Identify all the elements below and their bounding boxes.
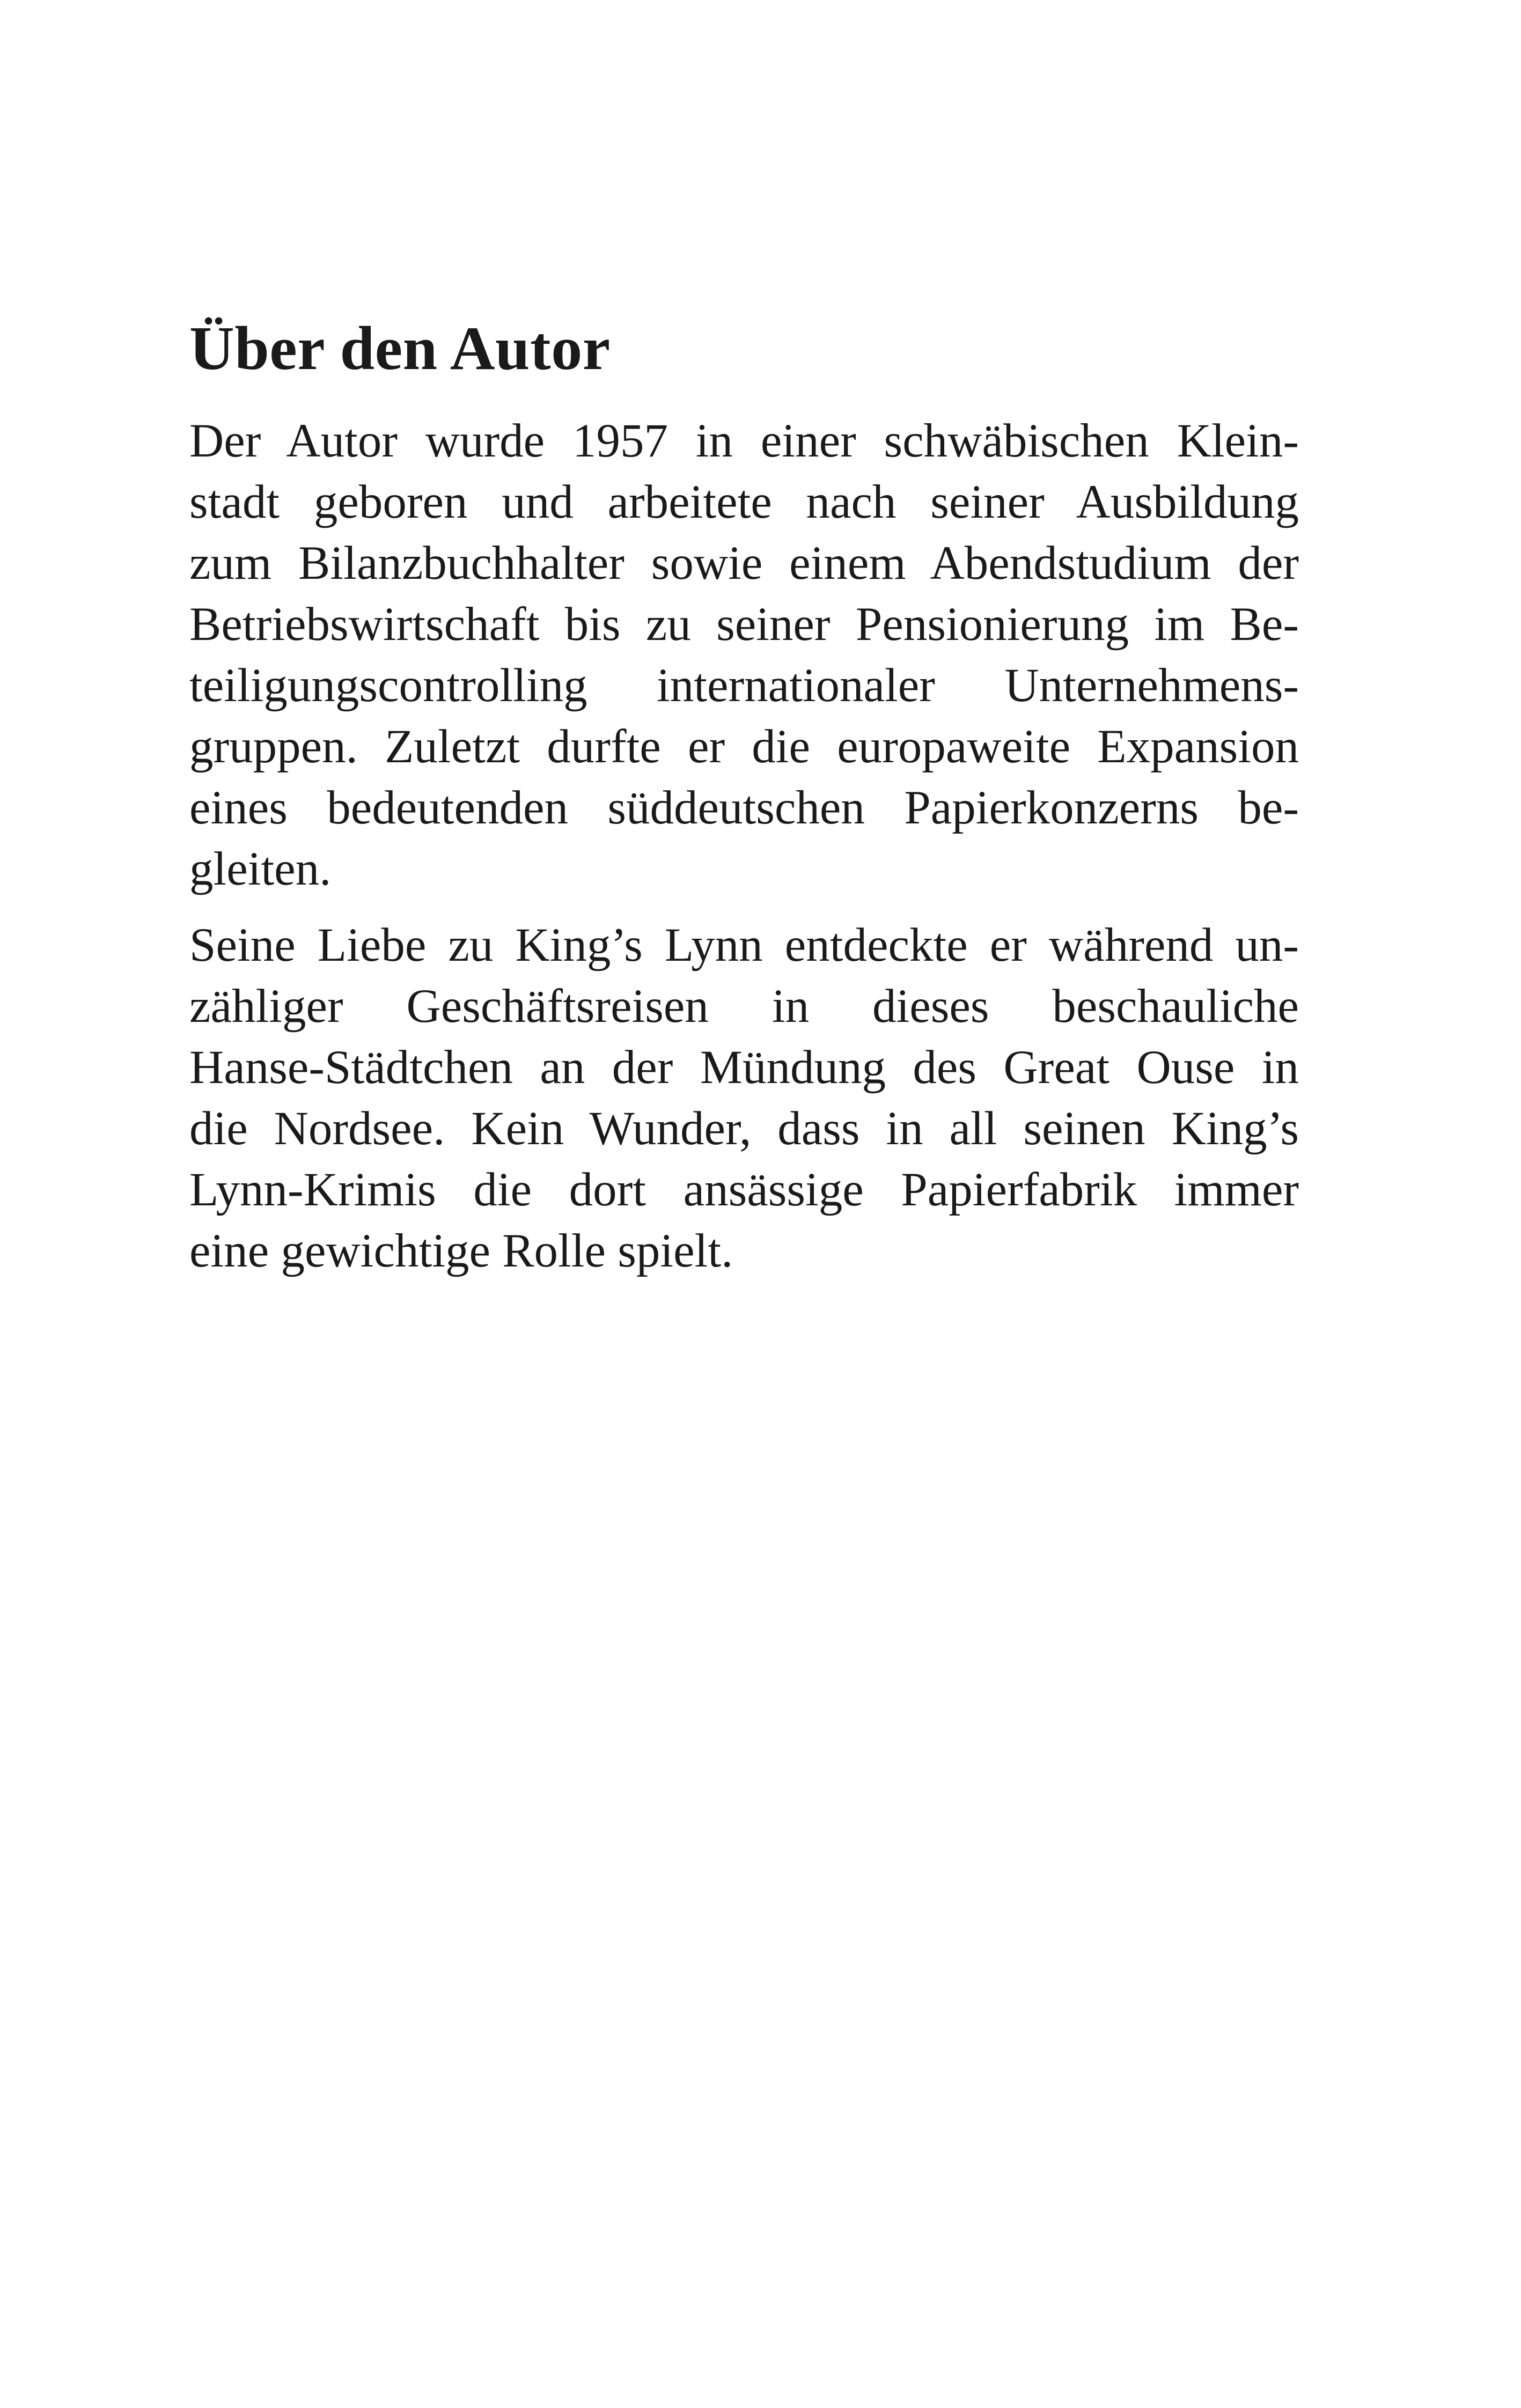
- bio-paragraph-career: [189, 410, 1299, 900]
- text-line: Betriebswirtschaft bis zu seiner Pensionierung im Be-: [189, 598, 1299, 651]
- text-line: zum Bilanzbuchhalter sowie einem Abendstudium der: [189, 537, 1299, 590]
- text-line: gruppen. Zuletzt durfte er die europaweite Expansion: [189, 720, 1299, 773]
- bio-paragraph-kings-lynn: [189, 915, 1299, 1282]
- author-bio-section: [189, 308, 1299, 1297]
- text-line: stadt geboren und arbeitete nach seiner Ausbildung: [189, 476, 1299, 528]
- text-line: Lynn-Krimis die dort ansässige Papierfabrik immer: [189, 1164, 1299, 1216]
- text-line: zähliger Geschäftsreisen in dieses beschauliche: [189, 980, 1299, 1033]
- text-line: die Nordsee. Kein Wunder, dass in all seinen King’s: [189, 1102, 1299, 1155]
- text-line: gleiten.: [189, 843, 332, 895]
- page-title: Über den Autor: [189, 314, 611, 383]
- text-line: Der Autor wurde 1957 in einer schwäbischen Klein-: [189, 415, 1299, 467]
- text-line: Seine Liebe zu King’s Lynn entdeckte er während un-: [189, 919, 1299, 971]
- text-line: eines bedeutenden süddeutschen Papierkonzerns be-: [189, 782, 1299, 834]
- text-line: teiligungscontrolling internationaler Unternehmens-: [189, 659, 1299, 712]
- text-line: eine gewichtige Rolle spielt.: [189, 1225, 733, 1277]
- text-line: Hanse-Städtchen an der Mündung des Great Ouse in: [189, 1041, 1299, 1094]
